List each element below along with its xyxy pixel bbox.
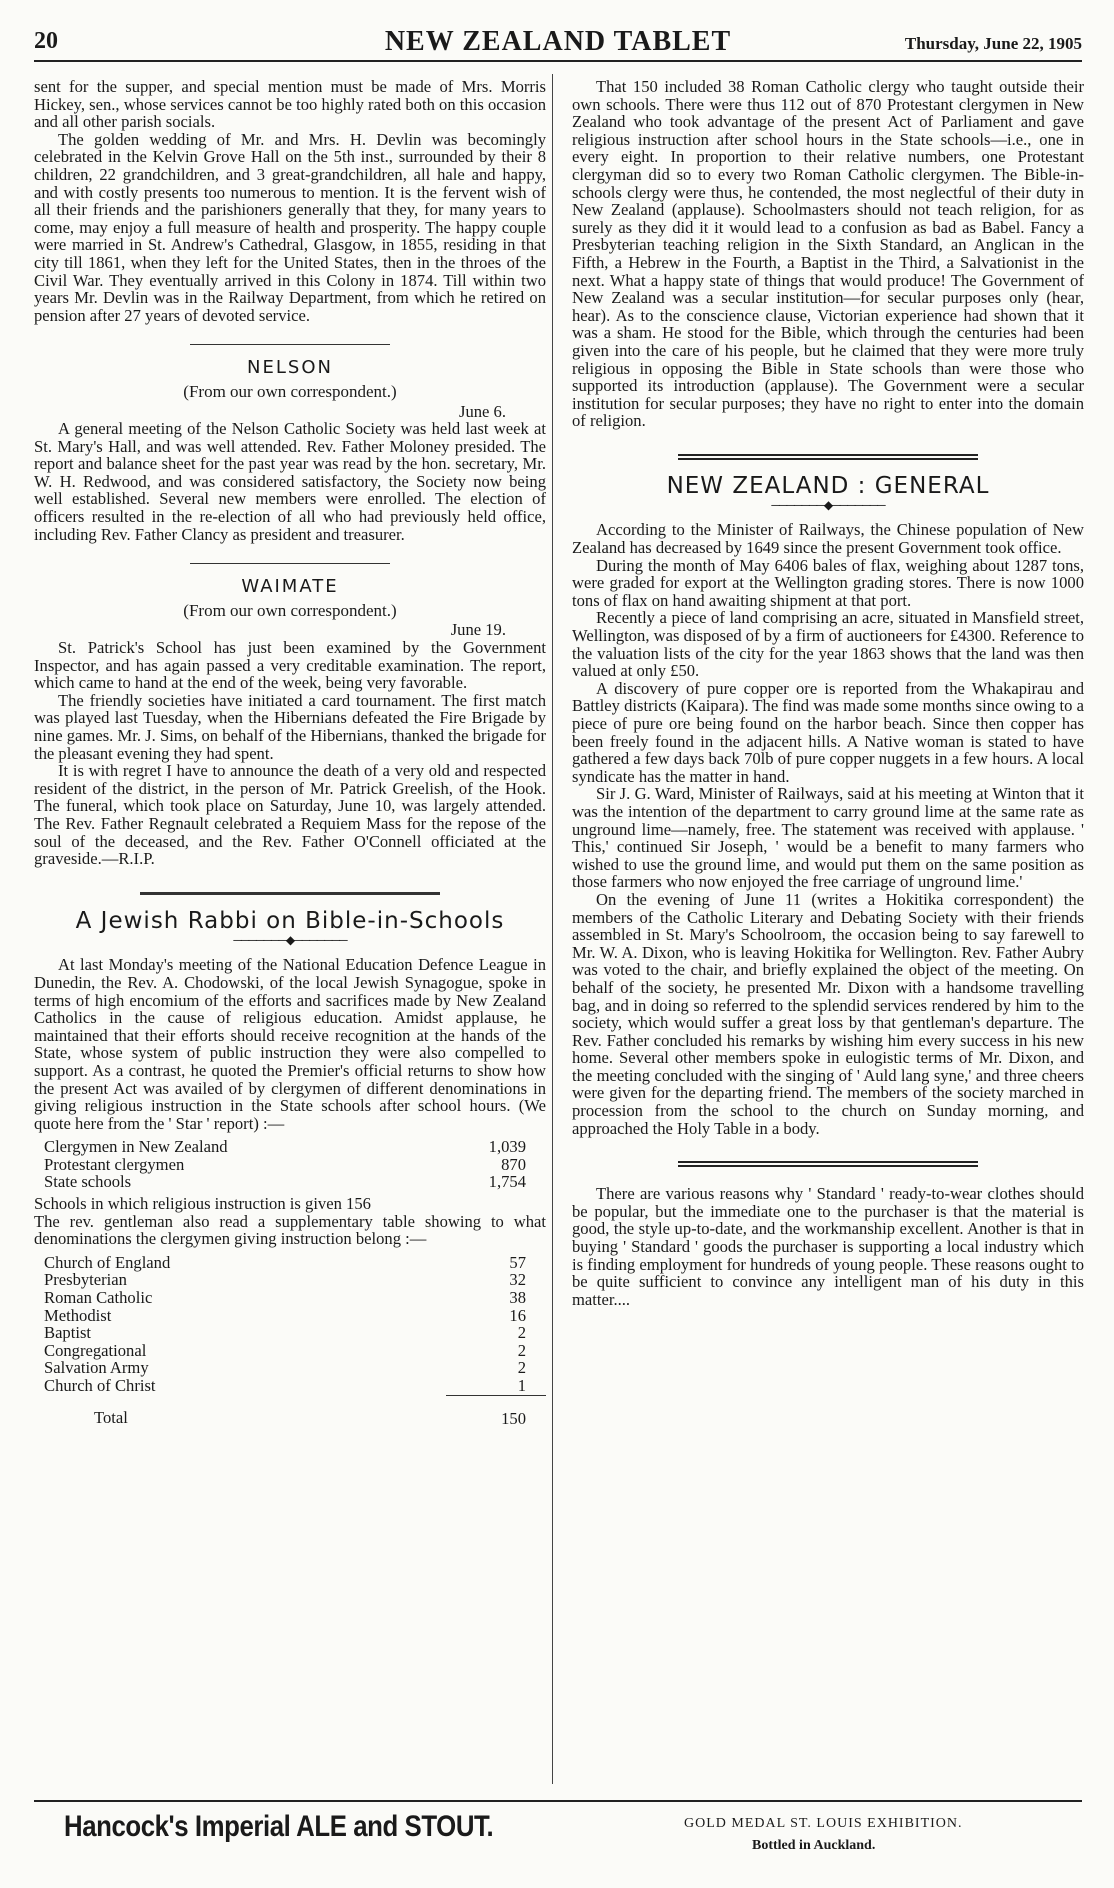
article-paragraph: A general meeting of the Nelson Catholic Society was held last week at St. Mary's Hall, and was well attended. Rev. Father Moloney presided. The report and balance sheet for the past year was read by the hon. secretary, Mr. W. H. Redwood, and was considered satisfactory, the Society now being well established. Several new members were enrolled. The election of officers resulted in the re-election of all who had previously held office, including Rev. Father Clancy as president and treasurer. (34, 419, 546, 544)
ornament-divider: ───────◆─────── (233, 933, 347, 948)
left-column (34, 78, 546, 1778)
exhibition-line: GOLD MEDAL ST. LOUIS EXHIBITION. (684, 1816, 963, 1831)
nelson-heading: NELSON (247, 357, 333, 379)
article-paragraph: According to the Minister of Railways, the Chinese population of New Zealand has decreased by 1649 since the present Government took office. (572, 520, 1084, 558)
table-total-row (34, 1395, 546, 1427)
article-paragraph: During the month of May 6406 bales of flax, weighing about 1287 tons, were graded for export at the Wellington grading stores. There is now 1000 tons of flax on hand awaiting shipment at that port. (572, 555, 1084, 610)
nelson-byline: (From our own correspondent.) (183, 381, 397, 401)
nelson-date: June 6. (458, 401, 506, 421)
table-row (34, 1342, 546, 1360)
table-cell-label: Clergymen in New Zealand (44, 1137, 228, 1157)
table-cell-label: Baptist (44, 1323, 92, 1343)
article-paragraph: Sir J. G. Ward, Minister of Railways, said at his meeting at Winton that it was the intention of the department to carry ground lime at the same rate as unground lime—namely, free. The statement was received with applause. ' This,' continued Sir Joseph, ' would be a benefit to many farmers who wished to use the ground lime, and would put them on the same position as those farmers who now enjoyed the free carriage of unground lime.' (572, 784, 1084, 892)
masthead (34, 26, 1082, 62)
general-heading: NEW ZEALAND : GENERAL (666, 472, 990, 499)
article-paragraph: A discovery of pure copper ore is reported from the Whakapirau and Battley districts (Kaipara). The find was made some months since owing to a piece of pure ore being found on the harbor beach. Since then copper has been freely found in the adjacent hills. A Native woman is stated to have gathered a few days back 70lb of pure copper nuggets in a few hours. A local syndicate has the matter in hand. (572, 678, 1084, 786)
table-cell-label: Presbyterian (44, 1270, 127, 1290)
table-cell-value: 2 (517, 1358, 526, 1378)
table-cell-label: Roman Catholic (44, 1288, 153, 1308)
waimate-heading: WAIMATE (241, 576, 339, 598)
table-row (34, 1254, 546, 1272)
table-cell-label: Congregational (44, 1340, 147, 1360)
table-cell-value: 2 (517, 1340, 526, 1360)
rabbi-heading: A Jewish Rabbi on Bible-in-Schools (75, 907, 505, 934)
table-row (34, 1307, 546, 1325)
table-row (34, 1359, 546, 1377)
section-divider (140, 892, 440, 895)
issue-date: Thursday, June 22, 1905 (904, 34, 1082, 53)
article-paragraph: At last Monday's meeting of the National Education Defence League in Dunedin, the Rev. A. Chodowski, of the local Jewish Synagogue, spoke in terms of high encomium of the efforts and sacrifices made by New Zealand Catholics in the cause of religious education. Amidst applause, he maintained that their efforts should receive recognition at the hands of the State, whose system of public instruction they were also compelled to support. As a contrast, he quoted the Premier's official returns to show how the present Act was availed of by clergymen of different denominations in giving religious instruction in the State schools after school hours. (We quote here from the ' Star ' report) :— (34, 955, 546, 1133)
column-divider (552, 74, 553, 1784)
table-row (34, 1289, 546, 1307)
table-cell-label: Protestant clergymen (44, 1154, 185, 1174)
ornament-divider: ───────◆─────── (771, 498, 885, 513)
table-cell-value: 38 (509, 1288, 526, 1308)
article-paragraph: sent for the supper, and special mention must be made of Mrs. Morris Hickey, sen., whose services cannot be too highly rated both on this occasion and all other parish socials. (34, 78, 546, 132)
table-cell-label: Methodist (44, 1305, 112, 1325)
table-row (34, 1173, 546, 1191)
article-paragraph: St. Patrick's School has just been examined by the Government Inspector, and has again passed a very creditable examination. The report, which came to hand at the end of the week, being very favorable. (34, 638, 546, 693)
article-paragraph: That 150 included 38 Roman Catholic clergy who taught outside their own schools. There were thus 112 out of 870 Protestant clergymen in New Zealand who took advantage of the present Act of Parliament and gave religious instruction after school hours in the State schools—i.e., one in every eight. In proportion to their relative numbers, one Protestant clergyman did so to every two Roman Catholic clergymen. The Bible-in-schools clergy were thus, he contended, the most neglectful of their duty in New Zealand (applause). Schoolmasters should not teach religion, for as surely as they did it it would lead to a confusion as bad as Babel. Fancy a Presbyterian teaching religion in the Sixth Standard, an Anglican in the Fifth, a Hebrew in the Fourth, a Baptist in the Third, a Salvationist in the next. What a happy state of things that would produce! The Government of New Zealand was a secular institution—for secular purposes only (hear, hear). As to the conscience clause, Victorian experience had shown that it was a sham. He stood for the Bible, which through the centuries had been given into the care of his people, but he claimed that they were more truly religious in opposing the Bible in State schools than were those who supported its introduction (applause). The Government were a secular institution for secular purposes; they have no right to enter into the domain of religion. (572, 78, 1084, 431)
table-cell-value: 1,754 (488, 1172, 526, 1192)
table-cell-label: Church of Christ (44, 1376, 156, 1396)
table-row (34, 1271, 546, 1289)
table-cell-label: Salvation Army (44, 1358, 149, 1378)
hancocks-ad: Hancock's Imperial ALE and STOUT. (64, 1810, 494, 1843)
page-number: 20 (34, 28, 58, 54)
table-cell-label: State schools (44, 1172, 132, 1192)
table-cell-value: 57 (509, 1252, 526, 1272)
stats-sentence: Schools in which religious instruction is given 156 (34, 1194, 371, 1214)
waimate-byline: (From our own correspondent.) (183, 600, 397, 620)
section-divider (190, 344, 390, 345)
bottled-line: Bottled in Auckland. (752, 1838, 876, 1853)
article-paragraph: The rev. gentleman also read a supplementary table showing to what denominations the clergymen giving instruction belong :— (34, 1211, 546, 1249)
footer-advertisement (34, 1800, 1082, 1872)
table-cell-value: 1 (446, 1377, 546, 1395)
right-column (572, 78, 1084, 1778)
table-cell-label: Church of England (44, 1252, 171, 1272)
section-divider (678, 1161, 978, 1167)
article-paragraph: Recently a piece of land comprising an acre, situated in Mansfield street, Wellington, was disposed of by a firm of auctioneers for £4300. Reference to the valuation lists of the city for the year 1863 shows that the land was then valued at only £50. (572, 608, 1084, 681)
waimate-date: June 19. (450, 620, 506, 640)
table-cell-value: 1,039 (488, 1137, 526, 1157)
denominations-table (34, 1254, 546, 1427)
table-row (34, 1138, 546, 1156)
table-row (34, 1377, 546, 1395)
table-cell-value: 16 (509, 1305, 526, 1325)
standard-clothes-paragraph: There are various reasons why ' Standard ' ready-to-wear clothes should be popular, but the immediate one to the purchaser is that the material is good, the style up-to-date, and the workmanship excellent. Another is that in buying ' Standard ' goods the purchaser is supporting a local industry which is finding employment for hundreds of young people. These reasons ought to be quite sufficient to convince any intelligent man of his duty in this matter.... (572, 1184, 1084, 1309)
table-row (34, 1324, 546, 1342)
table-cell-value: 32 (509, 1270, 526, 1290)
newspaper-title: NEW ZEALAND TABLET (384, 26, 732, 57)
article-paragraph: It is with regret I have to announce the death of a very old and respected resident of the district, in the person of Mr. Patrick Greelish, of the Hook. The funeral, which took place on Saturday, June 10, was largely attended. The Rev. Father Regnault celebrated a Requiem Mass for the repose of the soul of the deceased, and the Rev. Father O'Connell officiated at the graveside.—R.I.P. (34, 761, 546, 869)
article-paragraph: The golden wedding of Mr. and Mrs. H. Devlin was becomingly celebrated in the Kelvin Grove Hall on the 5th inst., surrounded by their 8 children, 22 grandchildren, and 3 great-grandchildren, all hale and happy, and with costly presents too numerous to mention. It is the fervent wish of all their friends and the parishioners generally that they, for many years to come, may enjoy a full measure of health and prosperity. The happy couple were married in St. Andrew's Cathedral, Glasgow, in 1855, residing in that city till 1861, when they left for the United States, then in the throes of the Civil War. They eventually arrived in this Colony in 1874. Till within two years Mr. Devlin was in the Railway Department, from which he retired on pension after 27 years of devoted service. (34, 129, 546, 325)
section-divider (190, 563, 390, 564)
table-cell-value: 870 (501, 1154, 526, 1174)
total-label: Total (94, 1408, 128, 1428)
section-divider (678, 454, 978, 460)
table-row (34, 1156, 546, 1174)
article-paragraph: The friendly societies have initiated a card tournament. The first match was played last Tuesday, when the Hibernians defeated the Fire Brigade by nine games. Mr. J. Sims, on behalf of the Hibernians, thanked the brigade for the pleasant evening they had spent. (34, 690, 546, 763)
clergy-stats-table (34, 1138, 546, 1191)
total-value: 150 (501, 1408, 526, 1428)
table-cell-value: 2 (517, 1323, 526, 1343)
article-paragraph: On the evening of June 11 (writes a Hokitika correspondent) the members of the Catholic Literary and Debating Society with their friends assembled in St. Mary's Schoolroom, the occasion being to say farewell to Mr. W. A. Dixon, who is leaving Hokitika for Wellington. Rev. Father Aubry was voted to the chair, and briefly explained the object of the meeting. On behalf of the society, he presented Mr. Dixon with a handsome travelling bag, and in doing so referred to the splendid services rendered by him to the society, which would suffer a great loss by that gentleman's departure. The Rev. Father concluded his remarks by wishing him every success in his new home. Several other members spoke in eulogistic terms of Mr. Dixon, and the meeting concluded with the singing of ' Auld lang syne,' and three cheers were given for the departing friend. The members of the society marched in procession from the school to the church on Sunday morning, and approached the Holy Table in a body. (572, 889, 1084, 1138)
